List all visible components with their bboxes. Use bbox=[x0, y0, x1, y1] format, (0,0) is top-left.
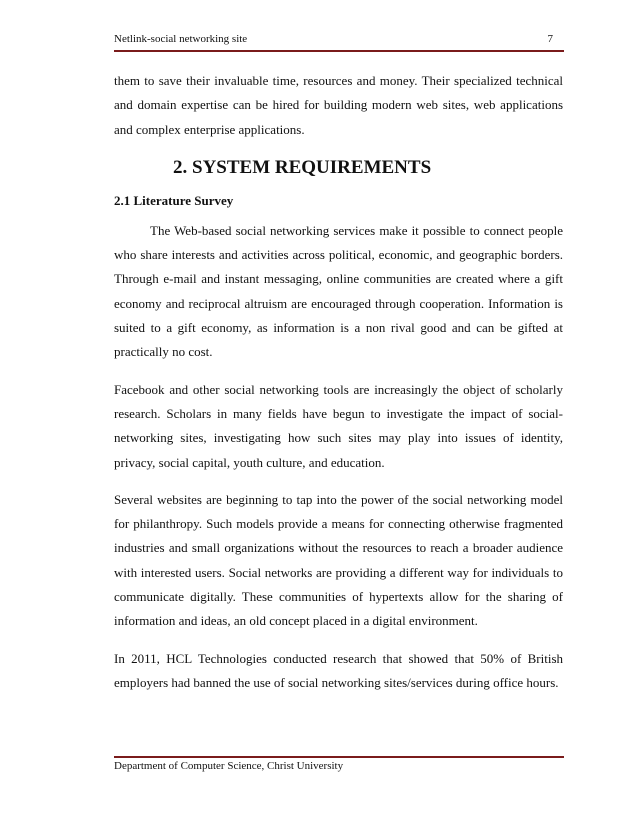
body-paragraph: Several websites are beginning to tap into the power of the social networking model for philanthropy. Such models provide a means for connecting otherwise fragmented industries and small organizations without the resources to reach a broader audience with interested users. Social networks are providing a different way for individuals to communicate digitally. These communities of hypertexts allow for the sharing of information and ideas, an old concept placed in a digital environment. bbox=[114, 491, 563, 629]
footer-divider bbox=[114, 756, 564, 758]
intro-paragraph: them to save their invaluable time, resources and money. Their specialized technical and domain expertise can be hired for building modern web sites, web applications and complex enterprise applications. bbox=[114, 73, 563, 137]
body-paragraph: Facebook and other social networking tools are increasingly the object of scholarly research. Scholars in many fields have begun to investigate the impact of social-networking sites, investigating how such sites may play into issues of identity, privacy, social capital, youth culture, and education. bbox=[114, 381, 563, 470]
header-divider bbox=[114, 50, 564, 52]
chapter-heading: 2. SYSTEM REQUIREMENTS bbox=[173, 156, 432, 178]
header-title: Netlink-social networking site bbox=[114, 33, 248, 45]
page-header bbox=[114, 31, 563, 47]
page-footer: Department of Computer Science, Christ University bbox=[114, 760, 344, 772]
section-heading: 2.1 Literature Survey bbox=[114, 192, 234, 208]
body-paragraph: The Web-based social networking services make it possible to connect people who share interests and activities across political, economic, and geographic borders. Through e-mail and instant messaging, online communities are created where a gift economy and reciprocal altruism are encouraged through cooperation. Information is suited to a gift economy, as information is a non rival good and can be gifted at practically no cost. bbox=[114, 222, 563, 360]
page-number: 7 bbox=[547, 33, 553, 45]
body-paragraph: In 2011, HCL Technologies conducted research that showed that 50% of British employers had banned the use of social networking sites/services during office hours. bbox=[114, 650, 563, 690]
page-body bbox=[114, 69, 563, 695]
